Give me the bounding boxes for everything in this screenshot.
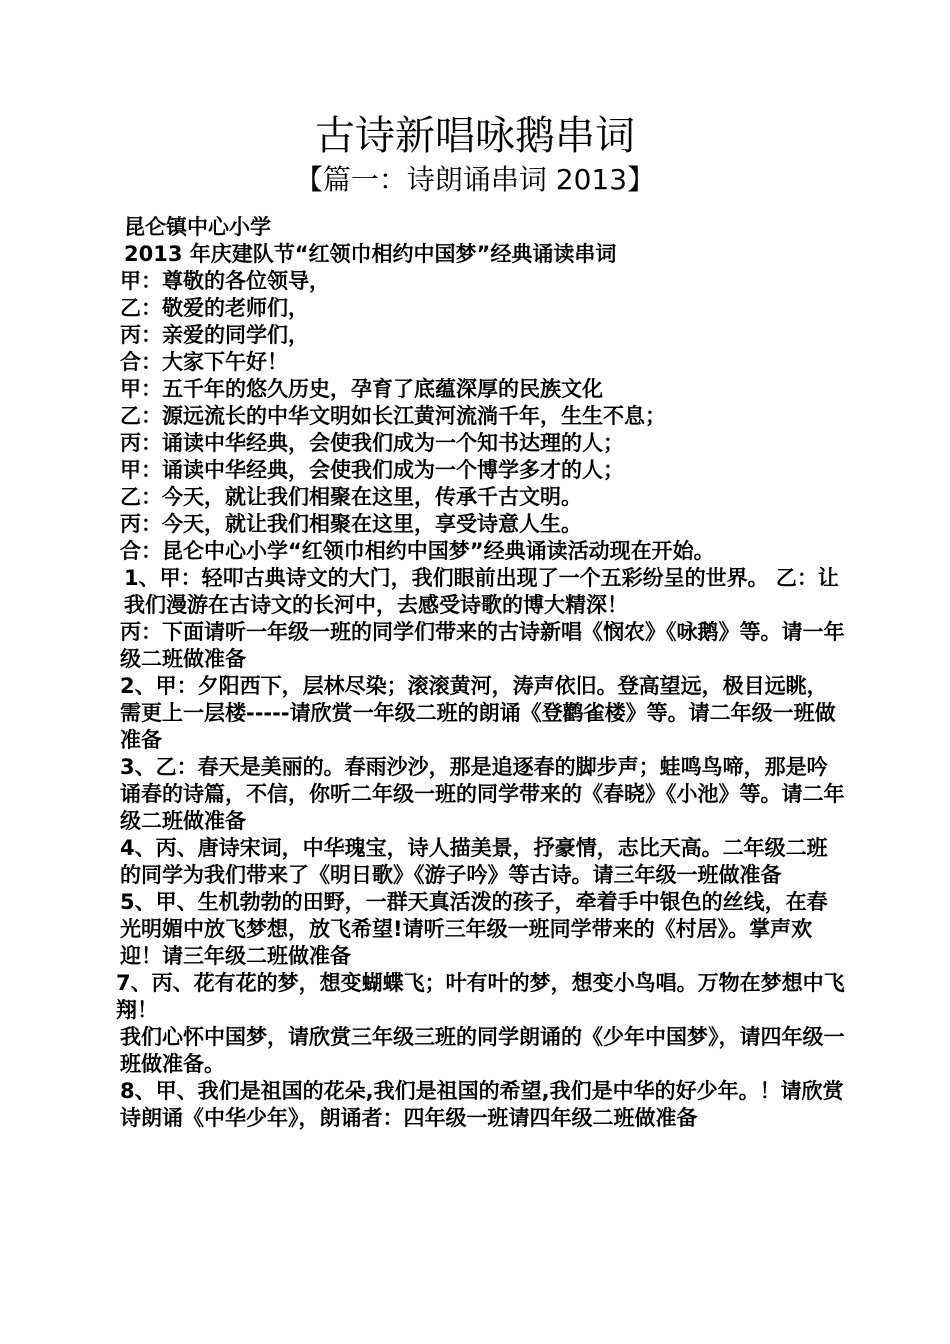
script-paragraph: 1、甲：轻叩古典诗文的大门，我们眼前出现了一个五彩纷呈的世界。 乙：让我们漫游在古诗文的长河中，去感受诗歌的博大精深！ bbox=[124, 566, 839, 617]
dialogue-line: 乙：敬爱的老师们， bbox=[120, 296, 309, 320]
script-paragraph: 3、乙：春天是美丽的。春雨沙沙，那是追逐春的脚步声；蛙鸣鸟啼，那是吟诵春的诗篇，不信，你听二年级一班的同学带来的《春晓》《小池》等。请二年级二班做准备 bbox=[120, 755, 845, 833]
school-name: 昆仑镇中心小学 bbox=[124, 215, 271, 239]
script-paragraph: 2、甲：夕阳西下，层林尽染；滚滚黄河，涛声依旧。登高望远，极目远眺，需更上一层楼-----请欣赏一年级二班的朗诵《登鹳雀楼》等。请二年级一班做准备 bbox=[120, 674, 836, 752]
dialogue-line: 乙：今天，就让我们相聚在这里，传承千古文明。 bbox=[120, 485, 582, 509]
document-title: 古诗新唱咏鹅串词 bbox=[315, 113, 635, 159]
script-paragraph: 5、甲、生机勃勃的田野，一群天真活泼的孩子，牵着手中银色的丝线，在春光明媚中放飞梦想，放飞希望!请听三年级一班同学带来的《村居》。掌声欢迎！请三年级二班做准备 bbox=[120, 890, 828, 968]
script-paragraph: 7、丙、花有花的梦，想变蝴蝶飞；叶有叶的梦，想变小鸟唱。万物在梦想中飞翔！ bbox=[116, 971, 845, 1022]
dialogue-line: 丙：今天，就让我们相聚在这里，享受诗意人生。 bbox=[120, 512, 582, 536]
script-paragraph: 丙：下面请听一年级一班的同学们带来的古诗新唱《悯农》《咏鹅》等。请一年级二班做准备 bbox=[120, 620, 845, 671]
script-paragraph: 8、甲、我们是祖国的花朵,我们是祖国的希望,我们是中华的好少年。！请欣赏诗朗诵《中华少年》，朗诵者：四年级一班请四年级二班做准备 bbox=[120, 1079, 844, 1130]
document-subtitle: 【篇一：诗朗诵串词 2013】 bbox=[294, 163, 656, 196]
document-body bbox=[116, 214, 846, 1132]
script-paragraph: 4、丙、唐诗宋词，中华瑰宝，诗人描美景，抒豪情，志比天高。二年级二班的同学为我们带来了《明日歌》《游子吟》等古诗。请三年级一班做准备 bbox=[120, 836, 828, 887]
dialogue-line: 丙：亲爱的同学们， bbox=[120, 323, 309, 347]
dialogue-line: 乙：源远流长的中华文明如长江黄河流淌千年，生生不息； bbox=[120, 404, 666, 428]
dialogue-line: 甲：五千年的悠久历史，孕育了底蕴深厚的民族文化 bbox=[120, 377, 603, 401]
event-title: 2013 年庆建队节“红领巾相约中国梦”经典诵读串词 bbox=[124, 242, 617, 266]
dialogue-line: 合：昆仑中心小学“红领巾相约中国梦”经典诵读活动现在开始。 bbox=[120, 539, 715, 563]
dialogue-line: 合：大家下午好！ bbox=[120, 350, 288, 374]
dialogue-line: 甲：诵读中华经典，会使我们成为一个博学多才的人； bbox=[120, 458, 624, 482]
dialogue-line: 丙：诵读中华经典，会使我们成为一个知书达理的人； bbox=[120, 431, 624, 455]
dialogue-line: 甲：尊敬的各位领导， bbox=[120, 269, 330, 293]
script-paragraph: 我们心怀中国梦，请欣赏三年级三班的同学朗诵的《少年中国梦》，请四年级一班做准备。 bbox=[120, 1025, 845, 1076]
